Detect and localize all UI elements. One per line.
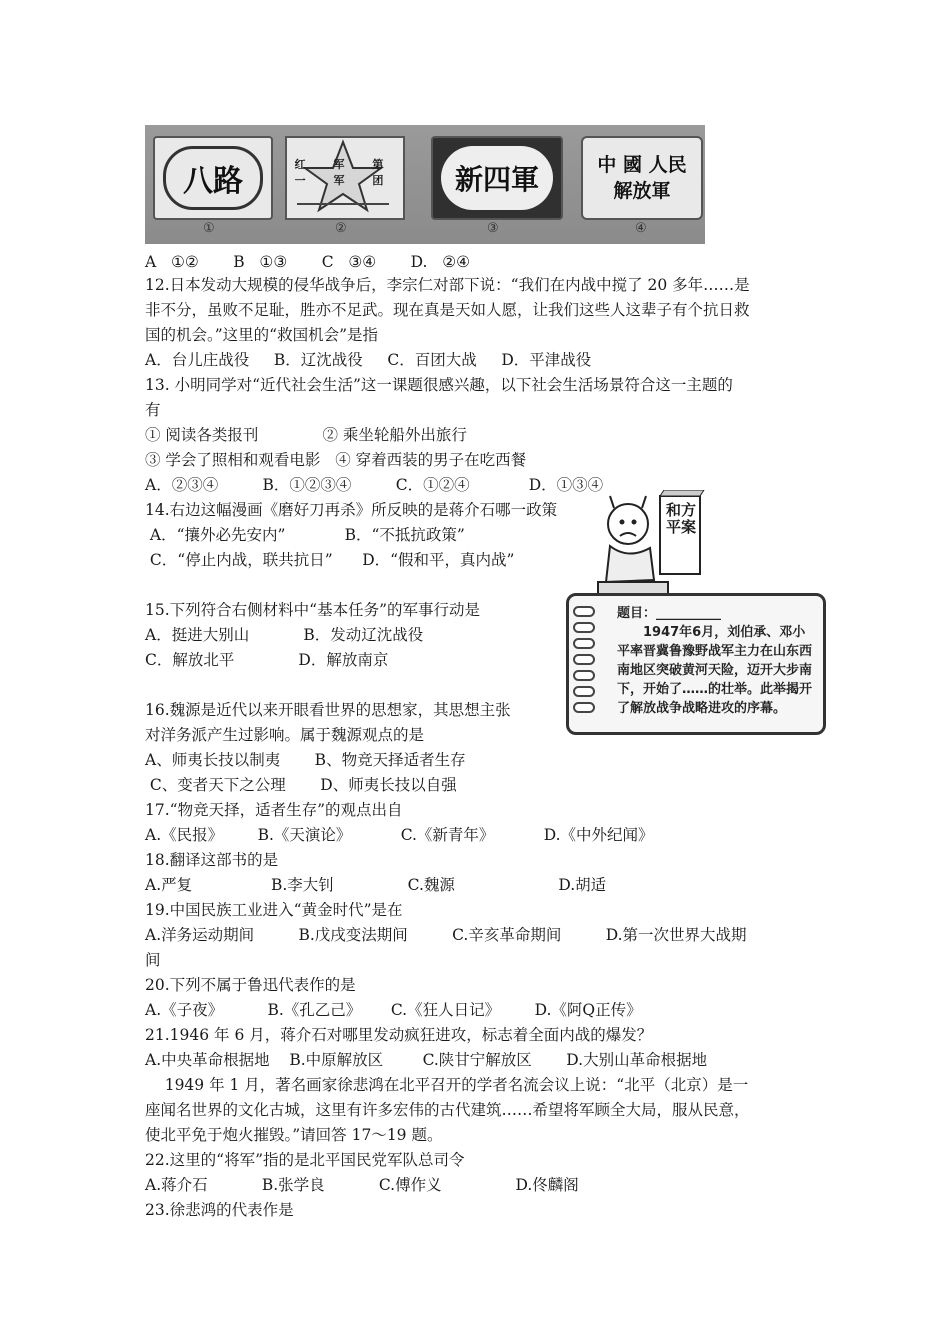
passage-2: 座闻名世界的文化古城，这里有许多宏伟的古代建筑……希望将军顾全大局，服从民意， bbox=[145, 1101, 750, 1119]
q16-stem-1: 16.魏源是近代以来开眼看世界的思想家，其思想主张 bbox=[145, 701, 511, 719]
badge-new-fourth: 新四軍 bbox=[431, 136, 563, 220]
passage-1: 1949 年 1 月，著名画家徐悲鸿在北平召开的学者名流会议上说：“北平（北京）是一 bbox=[145, 1076, 749, 1094]
q19-options-wrap: 间 bbox=[145, 951, 161, 969]
q13-stem-1: 13. 小明同学对“近代社会生活”这一课题很感兴趣，以下社会生活场景符合这一主题的 bbox=[145, 376, 733, 394]
q15-stem: 15.下列符合右侧材料中“基本任务”的军事行动是 bbox=[145, 601, 480, 619]
q22-stem: 22.这里的“将军”指的是北平国民党军队总司令 bbox=[145, 1151, 465, 1169]
q16-options-1: A、师夷长技以制夷 B、物竞天择适者生存 bbox=[145, 751, 466, 769]
badge-balu: 八路 bbox=[153, 136, 273, 220]
q11-options: A ①② B ①③ C ③④ D. ②④ bbox=[145, 253, 471, 271]
badge-number-3: ③ bbox=[487, 221, 499, 236]
q14-stem: 14.右边这幅漫画《磨好刀再杀》所反映的是蒋介石哪一政策 bbox=[145, 501, 558, 519]
q12-stem-3: 国的机会。”这里的“救国机会”是指 bbox=[145, 326, 379, 344]
cartoon-sign-text: 和方平案 bbox=[665, 501, 696, 536]
badge-red-army bbox=[285, 136, 405, 220]
q16-stem-2: 对洋务派产生过影响。属于魏源观点的是 bbox=[145, 726, 425, 744]
q17-options: A.《民报》 B.《天演论》 C.《新青年》 D.《中外纪闻》 bbox=[145, 826, 654, 844]
q20-options: A.《子夜》 B.《孔乙己》 C.《狂人日记》 D.《阿Q正传》 bbox=[145, 1001, 642, 1019]
q18-options: A.严复 B.李大钊 C.魏源 D.胡适 bbox=[145, 876, 607, 894]
passage-3: 使北平免于炮火摧毁。”请回答 17～19 题。 bbox=[145, 1126, 443, 1144]
badge-pla: 中 國 人民解放軍 bbox=[581, 136, 703, 220]
q13-item-2: ③ 学会了照相和观看电影 ④ 穿着西装的男子在吃西餐 bbox=[145, 451, 527, 469]
cartoon-sharpen-knife bbox=[596, 490, 708, 600]
badge-number-1: ① bbox=[203, 221, 215, 236]
material-notebook bbox=[566, 593, 826, 735]
q15-options-2: C．解放北平 D．解放南京 bbox=[145, 651, 389, 669]
material-text: 1947年6月，刘伯承、邓小平率晋冀鲁豫野战军主力在山东西南地区突破黄河天险，迈开大步南下，开始了……的壮举。此举揭开了解放战争战略进攻的序幕。 bbox=[617, 625, 813, 716]
badge-number-2: ② bbox=[335, 221, 347, 236]
material-title: 题目：__________ bbox=[617, 606, 722, 621]
q14-options-2: C．“停止内战，联共抗日” D．“假和平，真内战” bbox=[145, 551, 515, 569]
q14-options-1: A．“攘外必先安内” B．“不抵抗政策” bbox=[145, 526, 465, 544]
q13-options: A．②③④ B．①②③④ C．①②④ D．①③④ bbox=[145, 476, 604, 494]
q13-item-1: ① 阅读各类报刊 ② 乘坐轮船外出旅行 bbox=[145, 426, 467, 444]
q16-options-2: C、变者天下之公理 D、师夷长技以自强 bbox=[145, 776, 457, 794]
q23-stem: 23.徐悲鸿的代表作是 bbox=[145, 1201, 294, 1219]
q12-options: A．台儿庄战役 B．辽沈战役 C．百团大战 D．平津战役 bbox=[145, 351, 592, 369]
q18-stem: 18.翻译这部书的是 bbox=[145, 851, 279, 869]
badge-number-4: ④ bbox=[635, 221, 647, 236]
q19-options: A.洋务运动期间 B.戊戌变法期间 C.辛亥革命期间 D.第一次世界大战期 bbox=[145, 926, 747, 944]
army-badges-photo bbox=[145, 125, 705, 244]
q22-options: A.蒋介石 B.张学良 C.傅作义 D.佟麟阁 bbox=[145, 1176, 579, 1194]
q20-stem: 20.下列不属于鲁迅代表作的是 bbox=[145, 976, 356, 994]
q15-options-1: A．挺进大别山 B．发动辽沈战役 bbox=[145, 626, 424, 644]
badge-red-army-label: 红 军 第 一 军 团 bbox=[294, 158, 396, 187]
q12-stem-2: 非不分，虽败不足耻，胜亦不足武。现在真是天如人愿，让我们这些人这辈子有个抗日救 bbox=[145, 301, 750, 319]
q13-stem-2: 有 bbox=[145, 401, 161, 419]
q19-stem: 19.中国民族工业进入“黄金时代”是在 bbox=[145, 901, 403, 919]
q21-stem: 21.1946 年 6 月，蒋介石对哪里发动疯狂进攻，标志着全面内战的爆发？ bbox=[145, 1026, 653, 1044]
q12-stem-1: 12.日本发动大规模的侵华战争后，李宗仁对部下说：“我们在内战中搅了 20 多年……是 bbox=[145, 276, 750, 294]
q17-stem: 17.“物竞天择，适者生存”的观点出自 bbox=[145, 801, 403, 819]
q21-options: A.中央革命根据地 B.中原解放区 C.陕甘宁解放区 D.大别山革命根据地 bbox=[145, 1051, 708, 1069]
